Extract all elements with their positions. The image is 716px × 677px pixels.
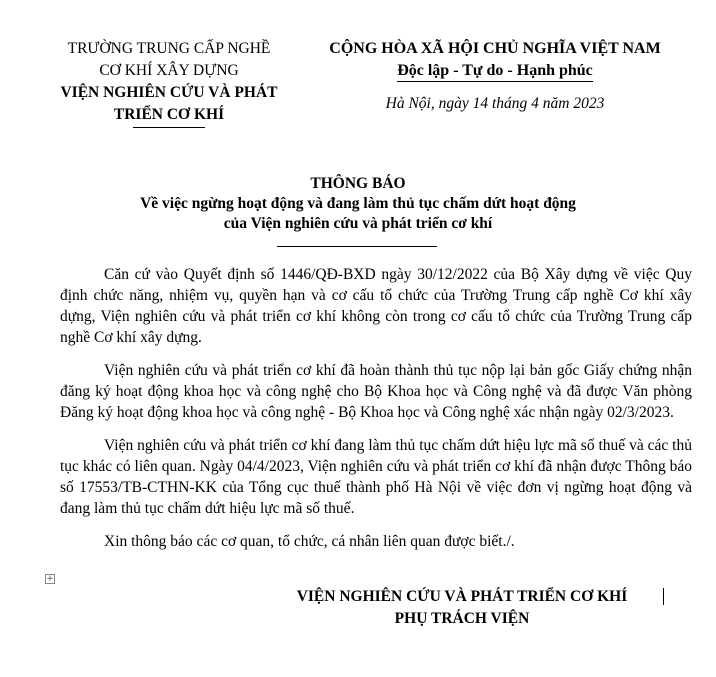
signature-block (272, 586, 652, 630)
body-paragraph: Xin thông báo các cơ quan, tổ chức, cá nhân liên quan được biết./. (104, 533, 515, 550)
title-subject-line2: của Viện nghiên cứu và phát triển cơ khí (223, 215, 493, 232)
body-paragraph: Căn cứ vào Quyết định số 1446/QĐ-BXD ngày 30/12/2022 của Bộ Xây dựng về việc Quy định chức năng, nhiệm vụ, quyền hạn và cơ cấu tổ chức của Trường Trung cấp nghề Cơ khí xây dựng, Viện nghiên cứu và phát triển cơ khí không còn trong cơ cấu tổ chức của Trường Trung cấp nghề Cơ khí xây dựng. (60, 266, 692, 346)
nation-name: CỘNG HÒA XÃ HỘI CHỦ NGHĨA VIỆT NAM (329, 40, 661, 57)
org-parent-line2: CƠ KHÍ XÂY DỰNG (99, 62, 239, 79)
document-title (0, 174, 716, 247)
org-unit-line1: VIỆN NGHIÊN CỨU VÀ PHÁT (60, 84, 278, 101)
national-heading (305, 38, 685, 115)
org-parent-line1: TRƯỜNG TRUNG CẤP NGHỀ (67, 40, 271, 57)
text-cursor (663, 588, 664, 605)
title-subject-line1: Về việc ngừng hoạt động và đang làm thủ tục chấm dứt hoạt động (140, 195, 576, 212)
body-paragraph: Viện nghiên cứu và phát triển cơ khí đang làm thủ tục chấm dứt hiệu lực mã số thuế và các thủ tục khác có liên quan. Ngày 04/4/2023, Viện nghiên cứu và phát triển cơ khí đã nhận được Thông báo số 17553/TB-CTHN-KK của Tổng cục thuế thành phố Hà Nội về việc đơn vị ngừng hoạt động và đang làm thủ tục chấm dứt hiệu lực mã số thuế. (60, 437, 692, 517)
move-anchor-icon[interactable]: + (46, 574, 54, 584)
national-motto: Độc lập - Tự do - Hạnh phúc (397, 61, 593, 82)
document-body (60, 264, 692, 564)
org-underline (133, 127, 205, 128)
signature-role: PHỤ TRÁCH VIỆN (394, 610, 530, 627)
issuing-organization (38, 38, 300, 128)
title-main: THÔNG BÁO (310, 175, 406, 192)
org-unit-line2: TRIỂN CƠ KHÍ (113, 106, 225, 123)
title-divider (277, 246, 437, 247)
document-date: Hà Nội, ngày 14 tháng 4 năm 2023 (385, 95, 605, 112)
signature-org: VIỆN NGHIÊN CỨU VÀ PHÁT TRIỂN CƠ KHÍ (296, 588, 628, 605)
body-paragraph: Viện nghiên cứu và phát triển cơ khí đã hoàn thành thủ tục nộp lại bản gốc Giấy chứng nhận đăng ký hoạt động khoa học và công nghệ cho Bộ Khoa học và Công nghệ và đã được Văn phòng Đăng ký hoạt động khoa học và công nghệ - Bộ Khoa học và Công nghệ xác nhận ngày 02/3/2023. (60, 362, 692, 421)
